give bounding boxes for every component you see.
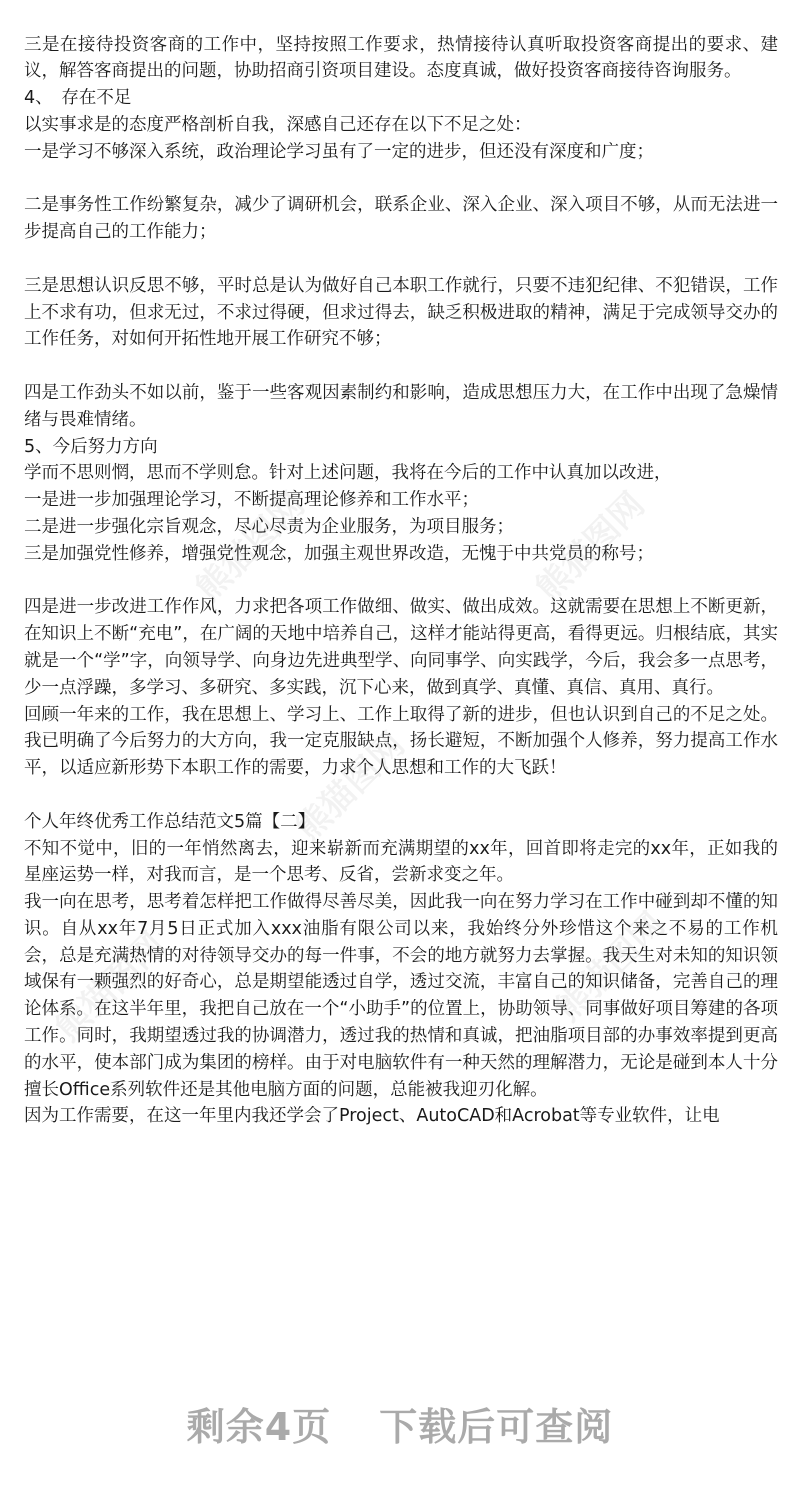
paragraph: [24, 0, 778, 5]
paragraph: 因为工作需要，在这一年里内我还学会了Project、AutoCAD和Acrobat等专业软件，让电: [24, 1106, 720, 1127]
download-label: 下载后可查阅: [379, 1405, 614, 1449]
paragraph: 四是进一步改进工作作风，力求把各项工作做细、做实、做出成效。这就需要在思想上不断更新，在知识上不断“充电”，在广阔的天地中培养自己，这样才能站得更高，看得更远。归根结底，其实就是一个“学”字，向领导学、向身边先进典型学、向同事学、向实践学，今后，我会多一点思考，少一点浮躁，多学习、多研究、多实践，沉下心来，做到真学、真懂、真信、真用、真行。: [24, 597, 778, 698]
watermark: 熊猫图网: [548, 904, 673, 1030]
section-heading: 5、今后努力方向: [24, 436, 158, 457]
paragraph: 不知不觉中，旧的一年悄然离去，迎来崭新而充满期望的xx年，回首即将走完的xx年，正如我的星座运势一样，对我而言，是一个思考、反省，尝新求变之年。: [24, 838, 778, 886]
blank-line: [24, 5, 778, 32]
paragraph: 三是加强党性修养，增强党性观念，加强主观世界改造，无愧于中共党员的称号；: [24, 543, 654, 564]
blank-line: [24, 246, 778, 273]
paragraph: 二是进一步强化宗旨观念，尽心尽责为企业服务，为项目服务；: [24, 516, 514, 537]
blank-line: [24, 166, 778, 193]
watermark: 熊猫图网: [188, 484, 313, 610]
watermark: 熊猫图网: [288, 724, 413, 850]
remaining-pages-label: 剩余4页: [186, 1405, 332, 1449]
paragraph: 一是进一步加强理论学习，不断提高理论修养和工作水平；: [24, 490, 479, 511]
paragraph: 以实事求是的态度严格剖析自我，深感自己还存在以下不足之处：: [24, 114, 532, 135]
download-prompt[interactable]: [0, 1396, 800, 1451]
paragraph: 一是学习不够深入系统，政治理论学习虽有了一定的进步，但还没有深度和广度；: [24, 141, 654, 162]
paragraph: 我一向在思考，思考着怎样把工作做得尽善尽美，因此我一向在努力学习在工作中碰到却不懂的知识。自从xx年7月5日正式加入xxx油脂有限公司以来，我始终分外珍惜这个来之不易的工作机会，总是充满热情的对待领导交办的每一件事，不会的地方就努力去掌握。我天生对未知的知识领域保有一颗强烈的好奇心，总是期望能透过自学，透过交流，丰富自己的知识储备，完善自己的理论体系。在这半年里，我把自己放在一个“小助手”的位置上，协助领导、同事做好项目筹建的各项工作。同时，我期望透过我的协调潜力，透过我的热情和真诚，把油脂项目部的办事效率提到更高的水平，使本部门成为集团的榜样。由于对电脑软件有一种天然的理解潜力，无论是碰到本人十分擅长Office系列软件还是其他电脑方面的问题，总能被我迎刃化解。: [24, 892, 778, 1100]
section-heading: 个人年终优秀工作总结范文5篇【二】: [24, 811, 316, 832]
watermark: 熊猫图网: [528, 484, 653, 610]
section-heading: 4、 存在不足: [24, 88, 132, 109]
paragraph: 回顾一年来的工作，我在思想上、学习上、工作上取得了新的进步，但也认识到自己的不足之处。我已明确了今后努力的大方向，我一定克服缺点，扬长避短，不断加强个人修养，努力提高工作水平，以适应新形势下本职工作的需要，力求个人思想和工作的大飞跃！: [24, 704, 778, 779]
watermark: 熊猫图网: [48, 924, 173, 1050]
document-body: [24, 0, 778, 1130]
blank-line: [24, 353, 778, 380]
paragraph: 三是思想认识反思不够，平时总是认为做好自己本职工作就行，只要不违犯纪律、不犯错误，工作上不求有功，但求无过，不求过得硬，但求过得去，缺乏积极进取的精神，满足于完成领导交办的工作任务，对如何开拓性地开展工作研究不够；: [24, 275, 778, 350]
blank-line: [24, 568, 778, 595]
paragraph: 学而不思则惘，思而不学则怠。针对上述问题，我将在今后的工作中认真加以改进，: [24, 463, 672, 484]
paragraph: 三是在接待投资客商的工作中，坚持按照工作要求，热情接待认真听取投资客商提出的要求、建议，解答客商提出的问题，协助招商引资项目建设。态度真诚，做好投资客商接待咨询服务。: [24, 34, 778, 82]
paragraph: 四是工作劲头不如以前，鉴于一些客观因素制约和影响，造成思想压力大，在工作中出现了急燥情绪与畏难情绪。: [24, 382, 778, 430]
blank-line: [24, 782, 778, 809]
paragraph: 二是事务性工作纷繁复杂，减少了调研机会，联系企业、深入企业、深入项目不够，从而无法进一步提高自己的工作能力；: [24, 195, 778, 243]
